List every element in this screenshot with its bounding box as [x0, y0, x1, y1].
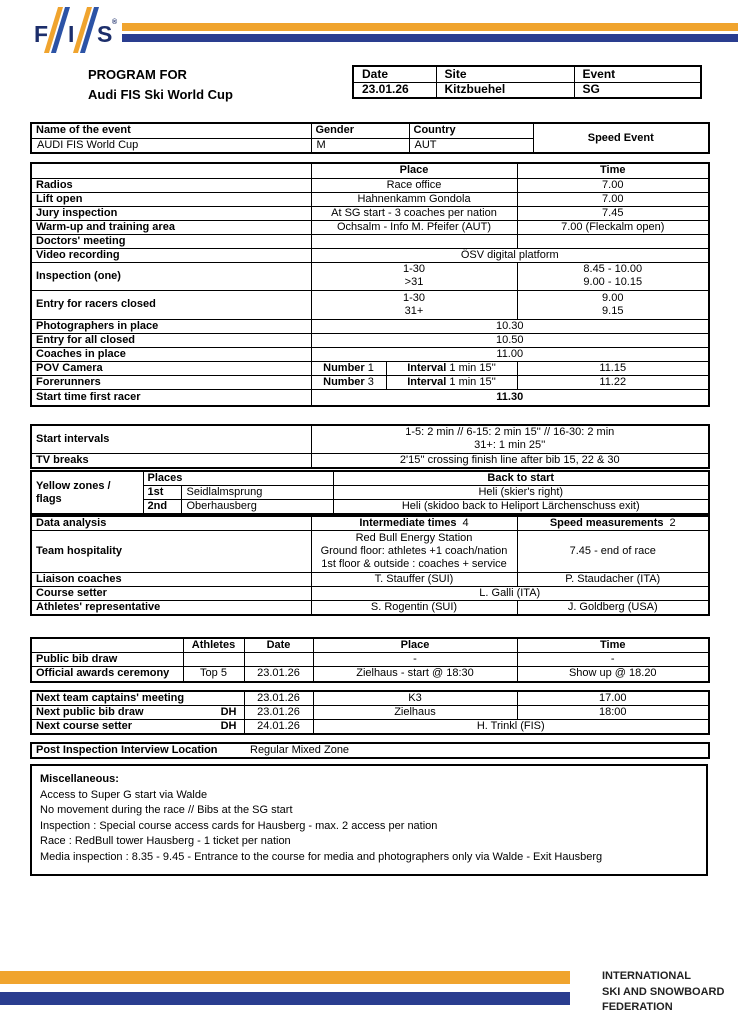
name-of-event-header: Name of the event — [31, 123, 311, 138]
miscellaneous-line: No movement during the race // Bibs at the SG start — [40, 804, 293, 816]
event-summary-table — [352, 65, 702, 99]
fis-logo — [34, 6, 134, 56]
empty-cell — [183, 653, 244, 667]
second-back-to-start: Heli (skidoo back to Heliport Lärchenschuss exit) — [333, 500, 709, 515]
radios-time: 7.00 — [517, 178, 709, 192]
date-value: 23.01.26 — [353, 82, 436, 98]
intermediate-times-count: 4 — [462, 517, 469, 529]
second-place: Oberhausberg — [181, 500, 333, 515]
yellow-zones-label-line1: Yellow zones / — [36, 479, 111, 492]
event-header: Event — [574, 66, 701, 82]
logo-letter-s: S — [97, 21, 113, 47]
table-row — [31, 206, 709, 220]
number-label: Number — [323, 361, 365, 374]
back-to-start-header: Back to start — [333, 471, 709, 486]
post-inspection-value: Regular Mixed Zone — [248, 743, 709, 758]
entry-racers-closed-place — [311, 290, 517, 319]
next-public-bib-draw-date: 23.01.26 — [244, 706, 313, 720]
places-header: Places — [143, 471, 333, 486]
footer-organization — [602, 969, 724, 1016]
empty-cell — [31, 638, 183, 653]
next-captains-meeting-date: 23.01.26 — [244, 691, 313, 706]
entry-racers-closed-time-line1: 9.00 — [602, 291, 624, 304]
entry-all-closed-value: 10.50 — [311, 333, 709, 347]
forerunners-label: Forerunners — [31, 375, 311, 389]
start-intervals-value — [311, 425, 709, 453]
site-header: Site — [436, 66, 574, 82]
country-value: AUT — [409, 138, 533, 153]
inspection-one-time — [517, 262, 709, 290]
empty-cell — [311, 234, 517, 248]
table-row — [31, 234, 709, 248]
coaches-in-place-value: 11.00 — [311, 347, 709, 361]
forerunners-interval — [386, 375, 517, 389]
intermediate-times-label: Intermediate times — [359, 517, 457, 529]
table-row — [31, 123, 709, 138]
date-header: Date — [353, 66, 436, 82]
entry-racers-closed-place-line1: 1-30 — [402, 291, 426, 304]
table-row — [31, 361, 709, 375]
table-row — [31, 667, 709, 682]
next-events-table — [30, 690, 710, 735]
gender-value: M — [311, 138, 409, 153]
next-course-setter-tag: DH — [220, 720, 237, 732]
jury-inspection-place: At SG start - 3 coaches per nation — [311, 206, 517, 220]
table-row — [31, 178, 709, 192]
entry-racers-closed-place-line2: 31+ — [404, 304, 424, 317]
lift-open-place: Hahnenkamm Gondola — [311, 192, 517, 206]
start-intervals-line1: 1-5: 2 min // 6-15: 2 min 15'' // 16-30: 2 min — [405, 426, 615, 439]
second-rank: 2nd — [143, 500, 181, 515]
entry-racers-closed-time — [517, 290, 709, 319]
data-analysis-label: Data analysis — [31, 516, 311, 531]
table-row — [31, 706, 709, 720]
interval-label: Interval — [407, 361, 447, 374]
number-label: Number — [323, 375, 365, 388]
registered-mark-icon: ® — [112, 19, 118, 26]
table-row — [31, 375, 709, 389]
table-row — [31, 573, 709, 587]
table-row — [31, 638, 709, 653]
photographers-value: 10.30 — [311, 319, 709, 333]
next-course-setter-text: Next course setter — [36, 720, 132, 732]
time-header: Time — [517, 163, 709, 178]
pov-camera-label: POV Camera — [31, 361, 311, 375]
place-header: Place — [313, 638, 517, 653]
name-of-event-value: AUDI FIS World Cup — [31, 138, 311, 153]
footer-org-line3: FEDERATION — [602, 1001, 673, 1013]
table-row — [31, 290, 709, 319]
miscellaneous-title: Miscellaneous: — [40, 773, 119, 785]
start-intervals-table — [30, 424, 710, 469]
interval-value: 1 min 15'' — [449, 375, 496, 388]
time-header: Time — [517, 638, 709, 653]
public-bib-draw-place: - — [313, 653, 517, 667]
athletes-representative-label: Athletes' representative — [31, 601, 311, 616]
miscellaneous-line: Inspection : Special course access cards for Hausberg - max. 2 access per nation — [40, 819, 438, 832]
program-title-line1: PROGRAM FOR — [88, 67, 187, 82]
table-row — [31, 220, 709, 234]
athletes-representative-right: J. Goldberg (USA) — [517, 601, 709, 616]
table-row — [31, 192, 709, 206]
liaison-coach-left: T. Stauffer (SUI) — [311, 573, 517, 587]
speed-event-cell: Speed Event — [533, 123, 709, 153]
speed-measurements-cell — [517, 516, 709, 531]
public-bib-draw-label: Public bib draw — [31, 653, 183, 667]
next-captains-meeting-place: K3 — [313, 691, 517, 706]
warmup-place: Ochsalm - Info M. Pfeifer (AUT) — [311, 220, 517, 234]
table-row — [31, 743, 709, 758]
start-intervals-line2: 31+: 1 min 25'' — [474, 439, 546, 452]
next-public-bib-draw-text: Next public bib draw — [36, 706, 144, 718]
table-row — [353, 66, 701, 82]
first-place: Seidlalmsprung — [181, 486, 333, 500]
table-row — [31, 516, 709, 531]
table-row — [31, 720, 709, 735]
speed-measurements-count: 2 — [669, 517, 676, 529]
footer-org-line1: INTERNATIONAL — [602, 970, 692, 982]
doctors-meeting-label: Doctors' meeting — [31, 234, 311, 248]
start-time-first-racer-label: Start time first racer — [31, 389, 311, 406]
course-setter-label: Course setter — [31, 587, 311, 601]
table-row — [353, 82, 701, 98]
event-info-table — [30, 122, 710, 154]
tv-breaks-label: TV breaks — [31, 453, 311, 468]
table-row — [31, 425, 709, 453]
awards-ceremony-athletes: Top 5 — [183, 667, 244, 682]
team-hospitality-line2: Ground floor: athletes +1 coach/nation — [320, 545, 508, 557]
table-row — [31, 262, 709, 290]
miscellaneous-line: Access to Super G start via Walde — [40, 788, 208, 801]
awards-ceremony-place: Zielhaus - start @ 18:30 — [313, 667, 517, 682]
radios-label: Radios — [31, 178, 311, 192]
warmup-time: 7.00 (Fleckalm open) — [517, 220, 709, 234]
empty-cell — [31, 163, 311, 178]
speed-measurements-label: Speed measurements — [549, 517, 664, 529]
photographers-label: Photographers in place — [31, 319, 311, 333]
top-bar-orange — [122, 23, 738, 31]
gender-header: Gender — [311, 123, 409, 138]
schedule-table — [30, 162, 710, 407]
empty-cell — [244, 653, 313, 667]
number-value: 1 — [367, 361, 374, 374]
lift-open-time: 7.00 — [517, 192, 709, 206]
table-row — [31, 453, 709, 468]
athletes-representative-left: S. Rogentin (SUI) — [311, 601, 517, 616]
date-header: Date — [244, 638, 313, 653]
yellow-zones-label-line2: flags — [36, 492, 62, 505]
coaches-in-place-label: Coaches in place — [31, 347, 311, 361]
interval-value: 1 min 15'' — [449, 361, 496, 374]
table-row — [31, 531, 709, 573]
table-row — [31, 691, 709, 706]
table-row — [31, 163, 709, 178]
table-row — [31, 601, 709, 616]
team-hospitality-line3: 1st floor & outside : coaches + service — [321, 558, 507, 570]
first-rank: 1st — [143, 486, 181, 500]
ceremonies-table — [30, 637, 710, 683]
next-public-bib-draw-time: 18:00 — [517, 706, 709, 720]
miscellaneous-line: Media inspection : 8.35 - 9.45 - Entrance to the course for media and photographers only via Walde - Exit Hausberg — [40, 850, 603, 863]
miscellaneous-box — [30, 764, 708, 876]
team-hospitality-time: 7.45 - end of race — [517, 531, 709, 573]
start-time-first-racer-value: 11.30 — [311, 389, 709, 406]
team-hospitality-label: Team hospitality — [31, 531, 311, 573]
top-bar-blue — [122, 34, 738, 42]
footer-bar-orange — [0, 971, 570, 984]
table-row — [31, 248, 709, 262]
next-captains-meeting-label: Next team captains' meeting — [31, 691, 244, 706]
post-inspection-label: Post Inspection Interview Location — [31, 743, 248, 758]
inspection-one-time-line2: 9.00 - 10.15 — [583, 276, 643, 288]
next-course-setter-value: H. Trinkl (FIS) — [313, 720, 709, 735]
athletes-header: Athletes — [183, 638, 244, 653]
logo-letter-f: F — [34, 21, 49, 47]
table-row — [31, 389, 709, 406]
entry-racers-closed-time-line2: 9.15 — [602, 304, 624, 317]
inspection-one-place-line1: 1-30 — [402, 263, 426, 275]
country-header: Country — [409, 123, 533, 138]
inspection-one-place-line2: >31 — [404, 276, 424, 288]
team-hospitality-line1: Red Bull Energy Station — [355, 532, 473, 544]
liaison-coach-right: P. Staudacher (ITA) — [517, 573, 709, 587]
event-value: SG — [574, 82, 701, 98]
site-value: Kitzbuehel — [436, 82, 574, 98]
radios-place: Race office — [311, 178, 517, 192]
lift-open-label: Lift open — [31, 192, 311, 206]
table-row — [31, 653, 709, 667]
number-value: 3 — [367, 375, 374, 388]
awards-ceremony-date: 23.01.26 — [244, 667, 313, 682]
awards-ceremony-time: Show up @ 18.20 — [517, 667, 709, 682]
first-back-to-start: Heli (skier's right) — [333, 486, 709, 500]
miscellaneous-line: Race : RedBull tower Hausberg - 1 ticket per nation — [40, 835, 291, 847]
next-course-setter-label — [31, 720, 244, 735]
next-course-setter-date: 24.01.26 — [244, 720, 313, 735]
post-inspection-table — [30, 742, 710, 759]
table-row — [31, 587, 709, 601]
tv-breaks-value: 2'15'' crossing finish line after bib 15, 22 & 30 — [311, 453, 709, 468]
public-bib-draw-time: - — [517, 653, 709, 667]
intermediate-times-cell — [311, 516, 517, 531]
next-public-bib-draw-place: Zielhaus — [313, 706, 517, 720]
pov-camera-time: 11.15 — [517, 361, 709, 375]
entry-racers-closed-label: Entry for racers closed — [31, 290, 311, 319]
table-row — [31, 319, 709, 333]
next-public-bib-draw-tag: DH — [220, 706, 237, 718]
start-intervals-label: Start intervals — [31, 425, 311, 453]
liaison-coaches-label: Liaison coaches — [31, 573, 311, 587]
empty-cell — [517, 234, 709, 248]
inspection-one-place — [311, 262, 517, 290]
interval-label: Interval — [407, 375, 447, 388]
program-title — [88, 65, 233, 105]
entry-all-closed-label: Entry for all closed — [31, 333, 311, 347]
jury-inspection-label: Jury inspection — [31, 206, 311, 220]
video-recording-label: Video recording — [31, 248, 311, 262]
yellow-zones-table — [30, 470, 710, 515]
logo-letter-i: I — [68, 21, 75, 47]
pov-camera-number — [311, 361, 386, 375]
inspection-one-label: Inspection (one) — [31, 262, 311, 290]
officials-table — [30, 515, 710, 616]
next-public-bib-draw-label — [31, 706, 244, 720]
table-row — [31, 471, 709, 486]
forerunners-time: 11.22 — [517, 375, 709, 389]
awards-ceremony-label: Official awards ceremony — [31, 667, 183, 682]
footer-org-line2: SKI AND SNOWBOARD — [602, 985, 725, 998]
program-title-line2: Audi FIS Ski World Cup — [88, 87, 233, 102]
team-hospitality-place — [311, 531, 517, 573]
course-setter-value: L. Galli (ITA) — [311, 587, 709, 601]
jury-inspection-time: 7.45 — [517, 206, 709, 220]
pov-camera-interval — [386, 361, 517, 375]
yellow-zones-label — [31, 471, 143, 514]
forerunners-number — [311, 375, 386, 389]
footer-bar-blue — [0, 992, 570, 1005]
table-row — [31, 333, 709, 347]
video-recording-value: ÖSV digital platform — [311, 248, 709, 262]
next-captains-meeting-time: 17.00 — [517, 691, 709, 706]
warmup-label: Warm-up and training area — [31, 220, 311, 234]
inspection-one-time-line1: 8.45 - 10.00 — [583, 263, 643, 275]
table-row — [31, 347, 709, 361]
place-header: Place — [311, 163, 517, 178]
